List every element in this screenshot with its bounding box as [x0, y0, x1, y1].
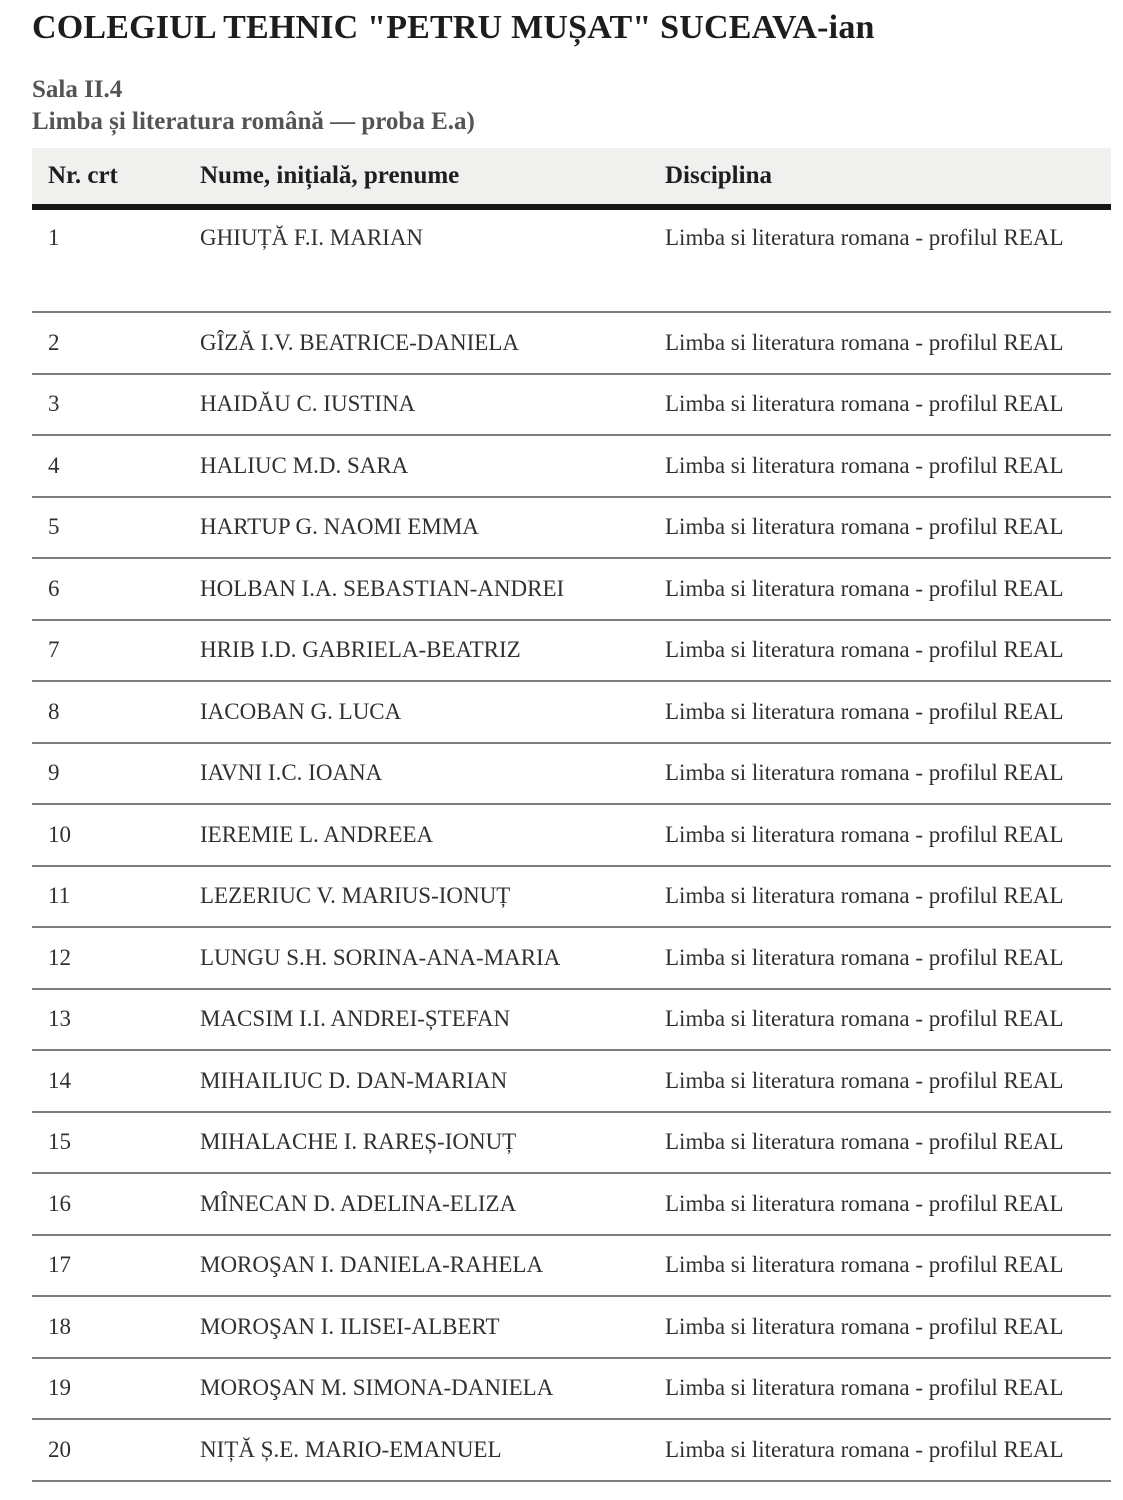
table-row — [32, 1297, 1111, 1359]
row-number: 7 — [48, 637, 60, 663]
page-title: COLEGIUL TEHNIC "PETRU MUȘAT" SUCEAVA-ian — [32, 9, 875, 46]
row-number: 3 — [48, 391, 60, 417]
candidate-discipline: Limba si literatura romana - profilul REAL — [665, 698, 1064, 724]
candidate-discipline: Limba si literatura romana - profilul REAL — [665, 1129, 1064, 1155]
row-number: 19 — [48, 1375, 71, 1401]
table-header-row — [32, 148, 1111, 210]
table-row — [32, 1113, 1111, 1175]
column-header-name: Nume, inițială, prenume — [200, 162, 460, 189]
table-row — [32, 744, 1111, 806]
table-row — [32, 313, 1111, 375]
candidate-discipline: Limba si literatura romana - profilul REAL — [665, 1375, 1064, 1401]
exam-subtitle-block — [32, 74, 1111, 138]
candidate-discipline: Limba si literatura romana - profilul REAL — [665, 944, 1064, 970]
candidate-name: MOROŞAN I. ILISEI-ALBERT — [200, 1313, 500, 1339]
row-number: 11 — [48, 883, 71, 909]
candidate-name: MÎNECAN D. ADELINA-ELIZA — [200, 1190, 517, 1216]
candidate-name: NIȚĂ Ș.E. MARIO-EMANUEL — [200, 1436, 502, 1462]
candidate-name: IAVNI I.C. IOANA — [200, 760, 383, 786]
candidate-name: MIHAILIUC D. DAN-MARIAN — [200, 1067, 508, 1093]
table-row — [32, 682, 1111, 744]
table-row — [32, 1359, 1111, 1421]
table-row — [32, 1051, 1111, 1113]
table-row — [32, 210, 1111, 313]
row-number: 9 — [48, 760, 60, 786]
column-header-discipline: Disciplina — [665, 162, 772, 189]
table-row — [32, 867, 1111, 929]
exam-subject-label: Limba și literatura română — proba E.a) — [32, 108, 475, 135]
table-row — [32, 990, 1111, 1052]
table-row — [32, 559, 1111, 621]
candidate-name: IACOBAN G. LUCA — [200, 698, 402, 724]
candidate-name: HAIDĂU C. IUSTINA — [200, 391, 416, 417]
row-number: 16 — [48, 1190, 71, 1216]
candidate-name: IEREMIE L. ANDREEA — [200, 821, 434, 847]
candidate-discipline: Limba si literatura romana - profilul REAL — [665, 391, 1064, 417]
row-number: 8 — [48, 698, 60, 724]
table-row — [32, 928, 1111, 990]
row-number: 5 — [48, 514, 60, 540]
row-number: 4 — [48, 452, 60, 478]
candidate-discipline: Limba si literatura romana - profilul REAL — [665, 1313, 1064, 1339]
candidate-discipline: Limba si literatura romana - profilul REAL — [665, 1067, 1064, 1093]
row-number: 18 — [48, 1313, 71, 1339]
candidate-name: LUNGU S.H. SORINA-ANA-MARIA — [200, 944, 561, 970]
candidate-name: HOLBAN I.A. SEBASTIAN-ANDREI — [200, 575, 565, 601]
candidate-discipline: Limba si literatura romana - profilul REAL — [665, 1190, 1064, 1216]
room-label: Sala II.4 — [32, 76, 123, 103]
row-number: 14 — [48, 1067, 71, 1093]
candidate-name: HARTUP G. NAOMI EMMA — [200, 514, 479, 540]
table-row — [32, 1420, 1111, 1482]
table-row — [32, 498, 1111, 560]
row-number: 10 — [48, 821, 71, 847]
table-row — [32, 375, 1111, 437]
candidate-discipline: Limba si literatura romana - profilul REAL — [665, 575, 1064, 601]
candidate-name: HALIUC M.D. SARA — [200, 452, 409, 478]
table-row — [32, 1174, 1111, 1236]
row-number: 20 — [48, 1436, 71, 1462]
candidate-discipline: Limba si literatura romana - profilul REAL — [665, 452, 1064, 478]
candidate-discipline: Limba si literatura romana - profilul REAL — [665, 329, 1064, 355]
table-row — [32, 621, 1111, 683]
table-body — [32, 210, 1111, 1482]
row-number: 2 — [48, 329, 60, 355]
candidate-name: MIHALACHE I. RAREȘ-IONUȚ — [200, 1129, 517, 1155]
candidate-discipline: Limba si literatura romana - profilul REAL — [665, 637, 1064, 663]
candidate-name: HRIB I.D. GABRIELA-BEATRIZ — [200, 637, 521, 663]
table-row — [32, 805, 1111, 867]
candidate-discipline: Limba si literatura romana - profilul REAL — [665, 760, 1064, 786]
candidates-table — [32, 148, 1111, 1482]
candidate-discipline: Limba si literatura romana - profilul REAL — [665, 1436, 1064, 1462]
candidate-discipline: Limba si literatura romana - profilul REAL — [665, 883, 1064, 909]
column-header-nr: Nr. crt — [48, 162, 118, 189]
candidate-name: MOROŞAN I. DANIELA-RAHELA — [200, 1252, 544, 1278]
candidate-name: MOROŞAN M. SIMONA-DANIELA — [200, 1375, 554, 1401]
candidate-discipline: Limba si literatura romana - profilul REAL — [665, 514, 1064, 540]
row-number: 15 — [48, 1129, 71, 1155]
row-number: 13 — [48, 1006, 71, 1032]
row-number: 1 — [48, 225, 60, 250]
candidate-discipline: Limba si literatura romana - profilul REAL — [665, 225, 1064, 250]
table-row — [32, 1236, 1111, 1298]
row-number: 17 — [48, 1252, 71, 1278]
candidate-name: LEZERIUC V. MARIUS-IONUȚ — [200, 883, 511, 909]
row-number: 6 — [48, 575, 60, 601]
table-row — [32, 436, 1111, 498]
candidate-discipline: Limba si literatura romana - profilul REAL — [665, 821, 1064, 847]
row-number: 12 — [48, 944, 71, 970]
candidate-name: MACSIM I.I. ANDREI-ȘTEFAN — [200, 1006, 511, 1032]
candidate-discipline: Limba si literatura romana - profilul REAL — [665, 1252, 1064, 1278]
candidate-discipline: Limba si literatura romana - profilul REAL — [665, 1006, 1064, 1032]
candidate-name: GHIUȚĂ F.I. MARIAN — [200, 225, 424, 250]
candidate-name: GÎZĂ I.V. BEATRICE-DANIELA — [200, 329, 519, 355]
